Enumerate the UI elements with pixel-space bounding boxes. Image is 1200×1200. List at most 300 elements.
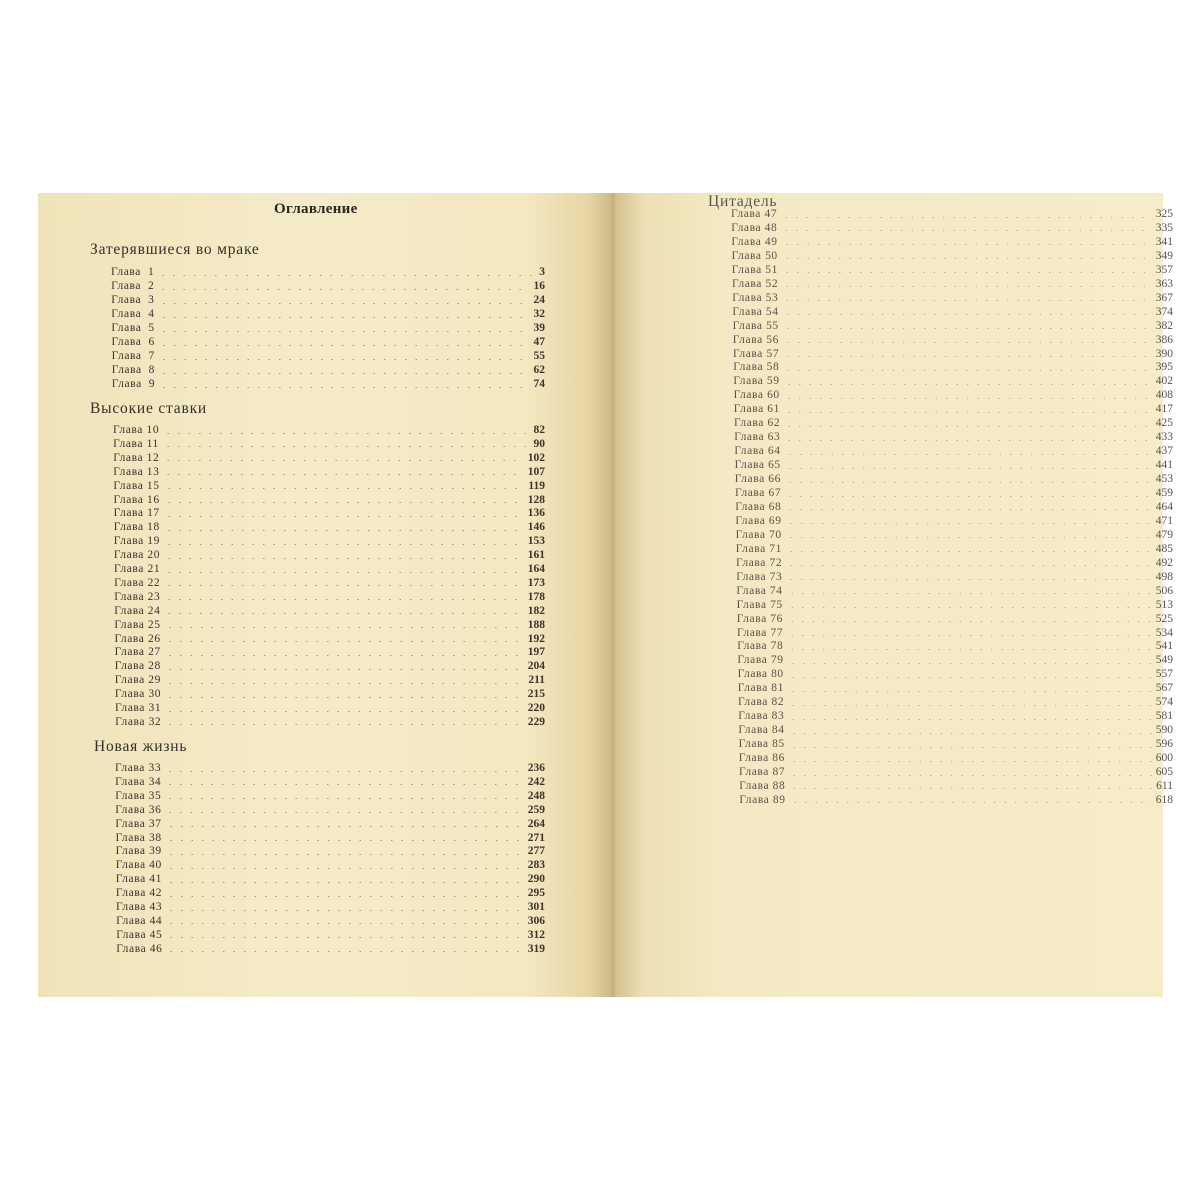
chapter-label: Глава 35 xyxy=(115,789,162,802)
dot-leader xyxy=(782,286,1152,287)
toc-entry xyxy=(113,479,545,493)
toc-entry xyxy=(115,701,545,715)
dot-leader xyxy=(782,244,1152,245)
page-number: 506 xyxy=(1155,584,1173,597)
chapter-label: Глава 30 xyxy=(114,688,162,701)
toc-entry xyxy=(114,548,545,562)
page-number: 248 xyxy=(527,789,545,802)
toc-entry xyxy=(116,928,545,942)
dot-leader xyxy=(781,217,1152,218)
chapter-label: Глава 15 xyxy=(113,479,160,492)
dot-leader xyxy=(784,426,1152,427)
chapter-label: Глава 42 xyxy=(115,887,163,900)
chapter-label: Глава 87 xyxy=(739,766,786,778)
dot-leader xyxy=(165,784,523,785)
page-number: 471 xyxy=(1155,514,1173,527)
toc-entry xyxy=(116,886,545,900)
chapter-label: Глава 55 xyxy=(732,319,779,332)
toc-entry xyxy=(737,639,1173,653)
chapter-label: Глава 8 xyxy=(111,364,155,376)
toc-entry xyxy=(111,307,545,321)
toc-entry xyxy=(732,263,1173,277)
dot-leader xyxy=(787,593,1152,594)
toc-entry xyxy=(731,235,1173,249)
page-number: 259 xyxy=(527,803,545,816)
toc-entry xyxy=(114,493,546,507)
chapter-label: Глава 83 xyxy=(738,710,785,723)
chapter-label: Глава 28 xyxy=(114,660,161,673)
toc-entry xyxy=(734,416,1173,430)
page-number: 325 xyxy=(1155,208,1173,220)
dot-leader xyxy=(164,599,523,600)
chapter-label: Глава 32 xyxy=(115,715,162,728)
toc-entry xyxy=(113,437,545,451)
chapter-label: Глава 66 xyxy=(734,473,781,486)
dot-leader xyxy=(163,474,523,475)
page-number: 301 xyxy=(527,901,545,913)
dot-leader xyxy=(159,331,530,332)
chapter-label: Глава 17 xyxy=(113,507,160,520)
page-number: 600 xyxy=(1155,752,1173,765)
chapter-label: Глава 41 xyxy=(115,873,162,886)
chapter-label: Глава 54 xyxy=(732,305,779,318)
toc-entry xyxy=(732,291,1173,305)
page-number: 464 xyxy=(1155,500,1173,513)
chapter-label: Глава 50 xyxy=(731,249,778,262)
page-number: 417 xyxy=(1155,403,1173,416)
dot-leader xyxy=(784,440,1151,441)
toc-entry xyxy=(739,751,1173,765)
toc-entry xyxy=(734,444,1173,458)
dot-leader xyxy=(787,635,1152,636)
chapter-label: Глава 53 xyxy=(732,291,779,304)
toc-entry xyxy=(114,576,545,590)
toc-entry xyxy=(111,279,545,293)
toc-title: Оглавление xyxy=(274,201,358,217)
page-number: 182 xyxy=(527,604,545,617)
dot-leader xyxy=(166,868,524,869)
toc-entry xyxy=(736,528,1173,542)
toc-entry xyxy=(111,265,545,279)
page-number: 402 xyxy=(1155,375,1173,388)
dot-leader xyxy=(782,258,1152,259)
chapter-label: Глава 27 xyxy=(114,646,161,659)
toc-entry xyxy=(737,598,1173,612)
page-number: 82 xyxy=(533,424,545,436)
toc-entry xyxy=(116,900,545,914)
dot-leader xyxy=(790,802,1152,803)
toc-entry xyxy=(113,451,545,465)
toc-entry xyxy=(115,659,545,673)
chapter-label: Глава 59 xyxy=(733,375,780,388)
dot-leader xyxy=(787,607,1152,608)
dot-leader xyxy=(785,509,1151,510)
toc-entry xyxy=(116,914,545,928)
dot-leader xyxy=(163,433,529,434)
toc-entry xyxy=(114,534,545,548)
toc-entry xyxy=(115,789,545,803)
chapter-label: Глава 63 xyxy=(734,431,781,444)
page-number: 24 xyxy=(533,294,545,306)
chapter-label: Глава 49 xyxy=(731,235,778,248)
toc-entry xyxy=(111,321,545,335)
chapter-label: Глава 78 xyxy=(737,640,784,653)
page-number: 173 xyxy=(527,576,545,589)
chapter-label: Глава 80 xyxy=(737,668,784,681)
dot-leader xyxy=(783,370,1151,371)
dot-leader xyxy=(165,711,524,712)
page-number: 211 xyxy=(528,674,545,687)
page-number: 437 xyxy=(1155,445,1173,458)
dot-leader xyxy=(159,359,530,360)
toc-entry xyxy=(116,858,545,872)
page-number: 136 xyxy=(527,507,545,520)
page-number: 277 xyxy=(527,845,545,858)
dot-leader xyxy=(783,314,1152,315)
chapter-label: Глава 82 xyxy=(738,696,785,709)
toc-entry xyxy=(733,319,1173,333)
chapter-label: Глава 18 xyxy=(113,521,160,534)
toc-entry xyxy=(115,632,546,646)
toc-entry xyxy=(112,363,545,377)
page-number: 55 xyxy=(533,350,545,362)
dot-leader xyxy=(164,516,524,517)
dot-leader xyxy=(789,761,1152,762)
chapter-label: Глава 64 xyxy=(734,445,781,458)
dot-leader xyxy=(789,747,1152,748)
page-number: 74 xyxy=(533,378,545,390)
page-number: 335 xyxy=(1155,221,1173,234)
chapter-label: Глава 36 xyxy=(115,803,162,816)
dot-leader xyxy=(165,798,523,799)
page-number: 192 xyxy=(527,632,545,645)
chapter-label: Глава 34 xyxy=(115,775,162,788)
dot-leader xyxy=(781,230,1151,231)
dot-leader xyxy=(164,502,524,503)
toc-entry xyxy=(115,673,545,687)
page-number: 459 xyxy=(1155,487,1173,499)
chapter-label: Глава 62 xyxy=(734,417,781,430)
toc-entry xyxy=(112,377,545,391)
toc-entry xyxy=(736,584,1173,598)
page-number: 441 xyxy=(1155,459,1173,472)
chapter-label: Глава 16 xyxy=(113,493,160,506)
toc-entry xyxy=(736,570,1173,584)
chapter-label: Глава 20 xyxy=(113,549,161,562)
page-number: 229 xyxy=(527,715,545,728)
page-number: 236 xyxy=(527,762,545,774)
toc-entry xyxy=(114,604,545,618)
chapter-label: Глава 58 xyxy=(733,361,780,374)
page-number: 164 xyxy=(527,563,545,575)
dot-leader xyxy=(166,923,523,924)
dot-leader xyxy=(788,663,1152,664)
page-number: 541 xyxy=(1155,640,1173,653)
left-page xyxy=(38,193,611,997)
dot-leader xyxy=(783,356,1152,357)
page-number: 215 xyxy=(527,688,545,701)
toc-entry xyxy=(738,695,1173,709)
dot-leader xyxy=(159,317,530,318)
toc-entry xyxy=(739,765,1173,779)
section-title: Высокие ставки xyxy=(90,400,208,417)
page-number: 605 xyxy=(1155,766,1173,778)
chapter-label: Глава 23 xyxy=(114,590,161,603)
page-number: 386 xyxy=(1155,333,1173,346)
dot-leader xyxy=(164,613,523,614)
chapter-label: Глава 31 xyxy=(115,702,162,714)
page-number: 3 xyxy=(539,266,545,278)
dot-leader xyxy=(788,677,1152,678)
dot-leader xyxy=(782,272,1152,273)
toc-entry xyxy=(733,333,1173,347)
page-number: 271 xyxy=(527,831,545,844)
dot-leader xyxy=(164,530,524,531)
page-number: 453 xyxy=(1155,473,1173,486)
dot-leader xyxy=(165,697,524,698)
toc-entry xyxy=(738,709,1173,723)
chapter-label: Глава 22 xyxy=(114,576,161,589)
toc-entry xyxy=(114,506,545,520)
chapter-label: Глава 29 xyxy=(114,674,161,687)
dot-leader xyxy=(787,621,1152,622)
chapter-label: Глава 10 xyxy=(113,424,160,436)
dot-leader xyxy=(785,496,1152,497)
toc-entry xyxy=(115,645,545,659)
toc-entry xyxy=(738,723,1173,737)
chapter-label: Глава 2 xyxy=(111,280,155,292)
dot-leader xyxy=(789,775,1152,776)
dot-leader xyxy=(789,788,1152,789)
toc-entry xyxy=(115,803,545,817)
toc-entry xyxy=(115,715,545,729)
chapter-label: Глава 89 xyxy=(739,793,786,806)
chapter-label: Глава 39 xyxy=(115,845,162,858)
page-number: 62 xyxy=(533,364,545,376)
dot-leader xyxy=(783,342,1152,343)
page-number: 47 xyxy=(533,336,545,348)
chapter-label: Глава 37 xyxy=(115,817,162,830)
dot-leader xyxy=(788,719,1151,720)
toc-entry xyxy=(739,779,1173,793)
dot-leader xyxy=(165,669,524,670)
page-number: 32 xyxy=(533,308,545,320)
dot-leader xyxy=(159,373,529,374)
page-number: 525 xyxy=(1155,612,1173,625)
dot-leader xyxy=(166,896,524,897)
page-number: 341 xyxy=(1155,235,1173,248)
page-number: 367 xyxy=(1155,291,1173,304)
right-page xyxy=(615,193,1173,997)
toc-entry xyxy=(116,831,546,845)
dot-leader xyxy=(788,705,1152,706)
page-number: 188 xyxy=(527,618,545,631)
chapter-label: Глава 77 xyxy=(737,626,784,639)
page-number: 382 xyxy=(1155,319,1173,332)
page-number: 618 xyxy=(1155,793,1173,806)
page-number: 39 xyxy=(533,322,545,334)
dot-leader xyxy=(165,812,523,813)
dot-leader xyxy=(166,840,524,841)
toc-entry xyxy=(731,221,1173,235)
page-number: 425 xyxy=(1155,417,1173,430)
chapter-label: Глава 86 xyxy=(738,752,785,765)
toc-entry xyxy=(733,347,1173,361)
toc-entry xyxy=(112,349,545,363)
toc-entry xyxy=(113,423,545,437)
page-number: 107 xyxy=(527,465,545,478)
toc-entry xyxy=(733,374,1173,388)
chapter-label: Глава 12 xyxy=(113,451,160,464)
dot-leader xyxy=(166,951,523,952)
page-number: 283 xyxy=(527,859,545,872)
chapter-label: Глава 45 xyxy=(116,928,163,941)
toc-entry xyxy=(115,817,545,831)
dot-leader xyxy=(165,724,523,725)
chapter-label: Глава 52 xyxy=(732,277,779,290)
page-number: 590 xyxy=(1155,724,1173,737)
page-number: 290 xyxy=(527,873,545,886)
dot-leader xyxy=(166,882,524,883)
dot-leader xyxy=(782,300,1151,301)
dot-leader xyxy=(166,854,524,855)
page-number: 492 xyxy=(1155,556,1173,569)
chapter-label: Глава 13 xyxy=(113,465,160,478)
chapter-label: Глава 44 xyxy=(116,914,163,927)
page-number: 433 xyxy=(1155,431,1173,444)
chapter-label: Глава 71 xyxy=(735,542,782,555)
chapter-label: Глава 40 xyxy=(115,859,162,872)
chapter-label: Глава 84 xyxy=(738,724,785,737)
chapter-label: Глава 7 xyxy=(111,350,155,362)
dot-leader xyxy=(163,460,523,461)
page-number: 204 xyxy=(527,660,545,673)
toc-entry xyxy=(114,520,545,534)
dot-leader xyxy=(784,384,1152,385)
toc-entry xyxy=(116,872,545,886)
chapter-label: Глава 47 xyxy=(731,208,778,220)
dot-leader xyxy=(164,585,523,586)
toc-entry xyxy=(735,514,1173,528)
toc-entry xyxy=(739,793,1173,807)
page-number: 395 xyxy=(1155,361,1173,374)
chapter-label: Глава 56 xyxy=(732,333,779,346)
dot-leader xyxy=(786,523,1152,524)
chapter-label: Глава 6 xyxy=(111,336,155,348)
book-spread xyxy=(38,193,1173,997)
toc-entry xyxy=(739,737,1173,751)
chapter-label: Глава 24 xyxy=(114,604,161,617)
toc-entry xyxy=(735,500,1173,514)
page-number: 161 xyxy=(527,549,545,562)
chapter-label: Глава 88 xyxy=(739,779,786,792)
toc-entry xyxy=(735,486,1173,500)
dot-leader xyxy=(787,649,1151,650)
dot-leader xyxy=(165,771,524,772)
page-number: 306 xyxy=(527,914,545,927)
chapter-label: Глава 75 xyxy=(736,598,783,611)
dot-leader xyxy=(164,544,524,545)
dot-leader xyxy=(166,937,523,938)
chapter-label: Глава 9 xyxy=(111,378,156,390)
chapter-label: Глава 11 xyxy=(113,437,159,450)
chapter-label: Глава 46 xyxy=(116,942,163,955)
page-number: 312 xyxy=(527,928,545,941)
chapter-label: Глава 19 xyxy=(113,535,160,548)
page-number: 596 xyxy=(1155,738,1173,751)
toc-entry xyxy=(732,305,1173,319)
dot-leader xyxy=(164,488,525,489)
toc-entry xyxy=(116,844,545,858)
chapter-label: Глава 25 xyxy=(114,618,161,631)
page-number: 264 xyxy=(527,817,545,830)
chapter-label: Глава 79 xyxy=(737,654,784,667)
dot-leader xyxy=(786,551,1152,552)
dot-leader xyxy=(159,345,530,346)
page-number: 102 xyxy=(527,451,545,464)
toc-entry xyxy=(733,360,1173,374)
toc-entry xyxy=(114,618,545,632)
toc-entry xyxy=(734,402,1173,416)
page-number: 513 xyxy=(1155,598,1173,611)
dot-leader xyxy=(165,683,524,684)
page-number: 146 xyxy=(527,521,545,534)
chapter-label: Глава 69 xyxy=(735,514,782,527)
chapter-label: Глава 85 xyxy=(738,738,785,751)
page-number: 153 xyxy=(527,535,545,548)
dot-leader xyxy=(165,627,524,628)
page-number: 349 xyxy=(1155,249,1173,262)
chapter-label: Глава 74 xyxy=(736,584,783,597)
page-number: 357 xyxy=(1155,263,1173,276)
chapter-label: Глава 43 xyxy=(116,901,163,913)
chapter-label: Глава 60 xyxy=(733,389,780,402)
dot-leader xyxy=(785,468,1152,469)
toc-entry xyxy=(738,681,1173,695)
page-number: 178 xyxy=(527,590,545,603)
toc-entry xyxy=(734,388,1173,402)
dot-leader xyxy=(159,387,529,388)
dot-leader xyxy=(165,641,524,642)
dot-leader xyxy=(784,398,1152,399)
toc-entry xyxy=(737,626,1173,640)
dot-leader xyxy=(164,572,524,573)
chapter-label: Глава 38 xyxy=(115,831,162,844)
page-number: 242 xyxy=(527,775,545,788)
page-number: 90 xyxy=(533,437,545,450)
toc-entry xyxy=(731,207,1173,221)
toc-entry xyxy=(738,667,1173,681)
page-number: 319 xyxy=(527,942,545,955)
toc-entry xyxy=(736,542,1173,556)
page-number: 295 xyxy=(527,887,545,900)
dot-leader xyxy=(786,579,1151,580)
page-number: 119 xyxy=(528,479,545,492)
toc-entry xyxy=(736,556,1173,570)
page-number: 16 xyxy=(533,280,545,292)
page-number: 128 xyxy=(527,493,545,506)
chapter-label: Глава 51 xyxy=(731,263,778,276)
page-number: 611 xyxy=(1156,779,1173,792)
dot-leader xyxy=(163,446,530,447)
page-number: 498 xyxy=(1155,570,1173,583)
dot-leader xyxy=(166,826,524,827)
page-number: 485 xyxy=(1155,542,1173,555)
chapter-label: Глава 70 xyxy=(735,528,782,541)
chapter-label: Глава 61 xyxy=(733,403,780,416)
dot-leader xyxy=(159,303,530,304)
section-title: Новая жизнь xyxy=(94,738,188,755)
